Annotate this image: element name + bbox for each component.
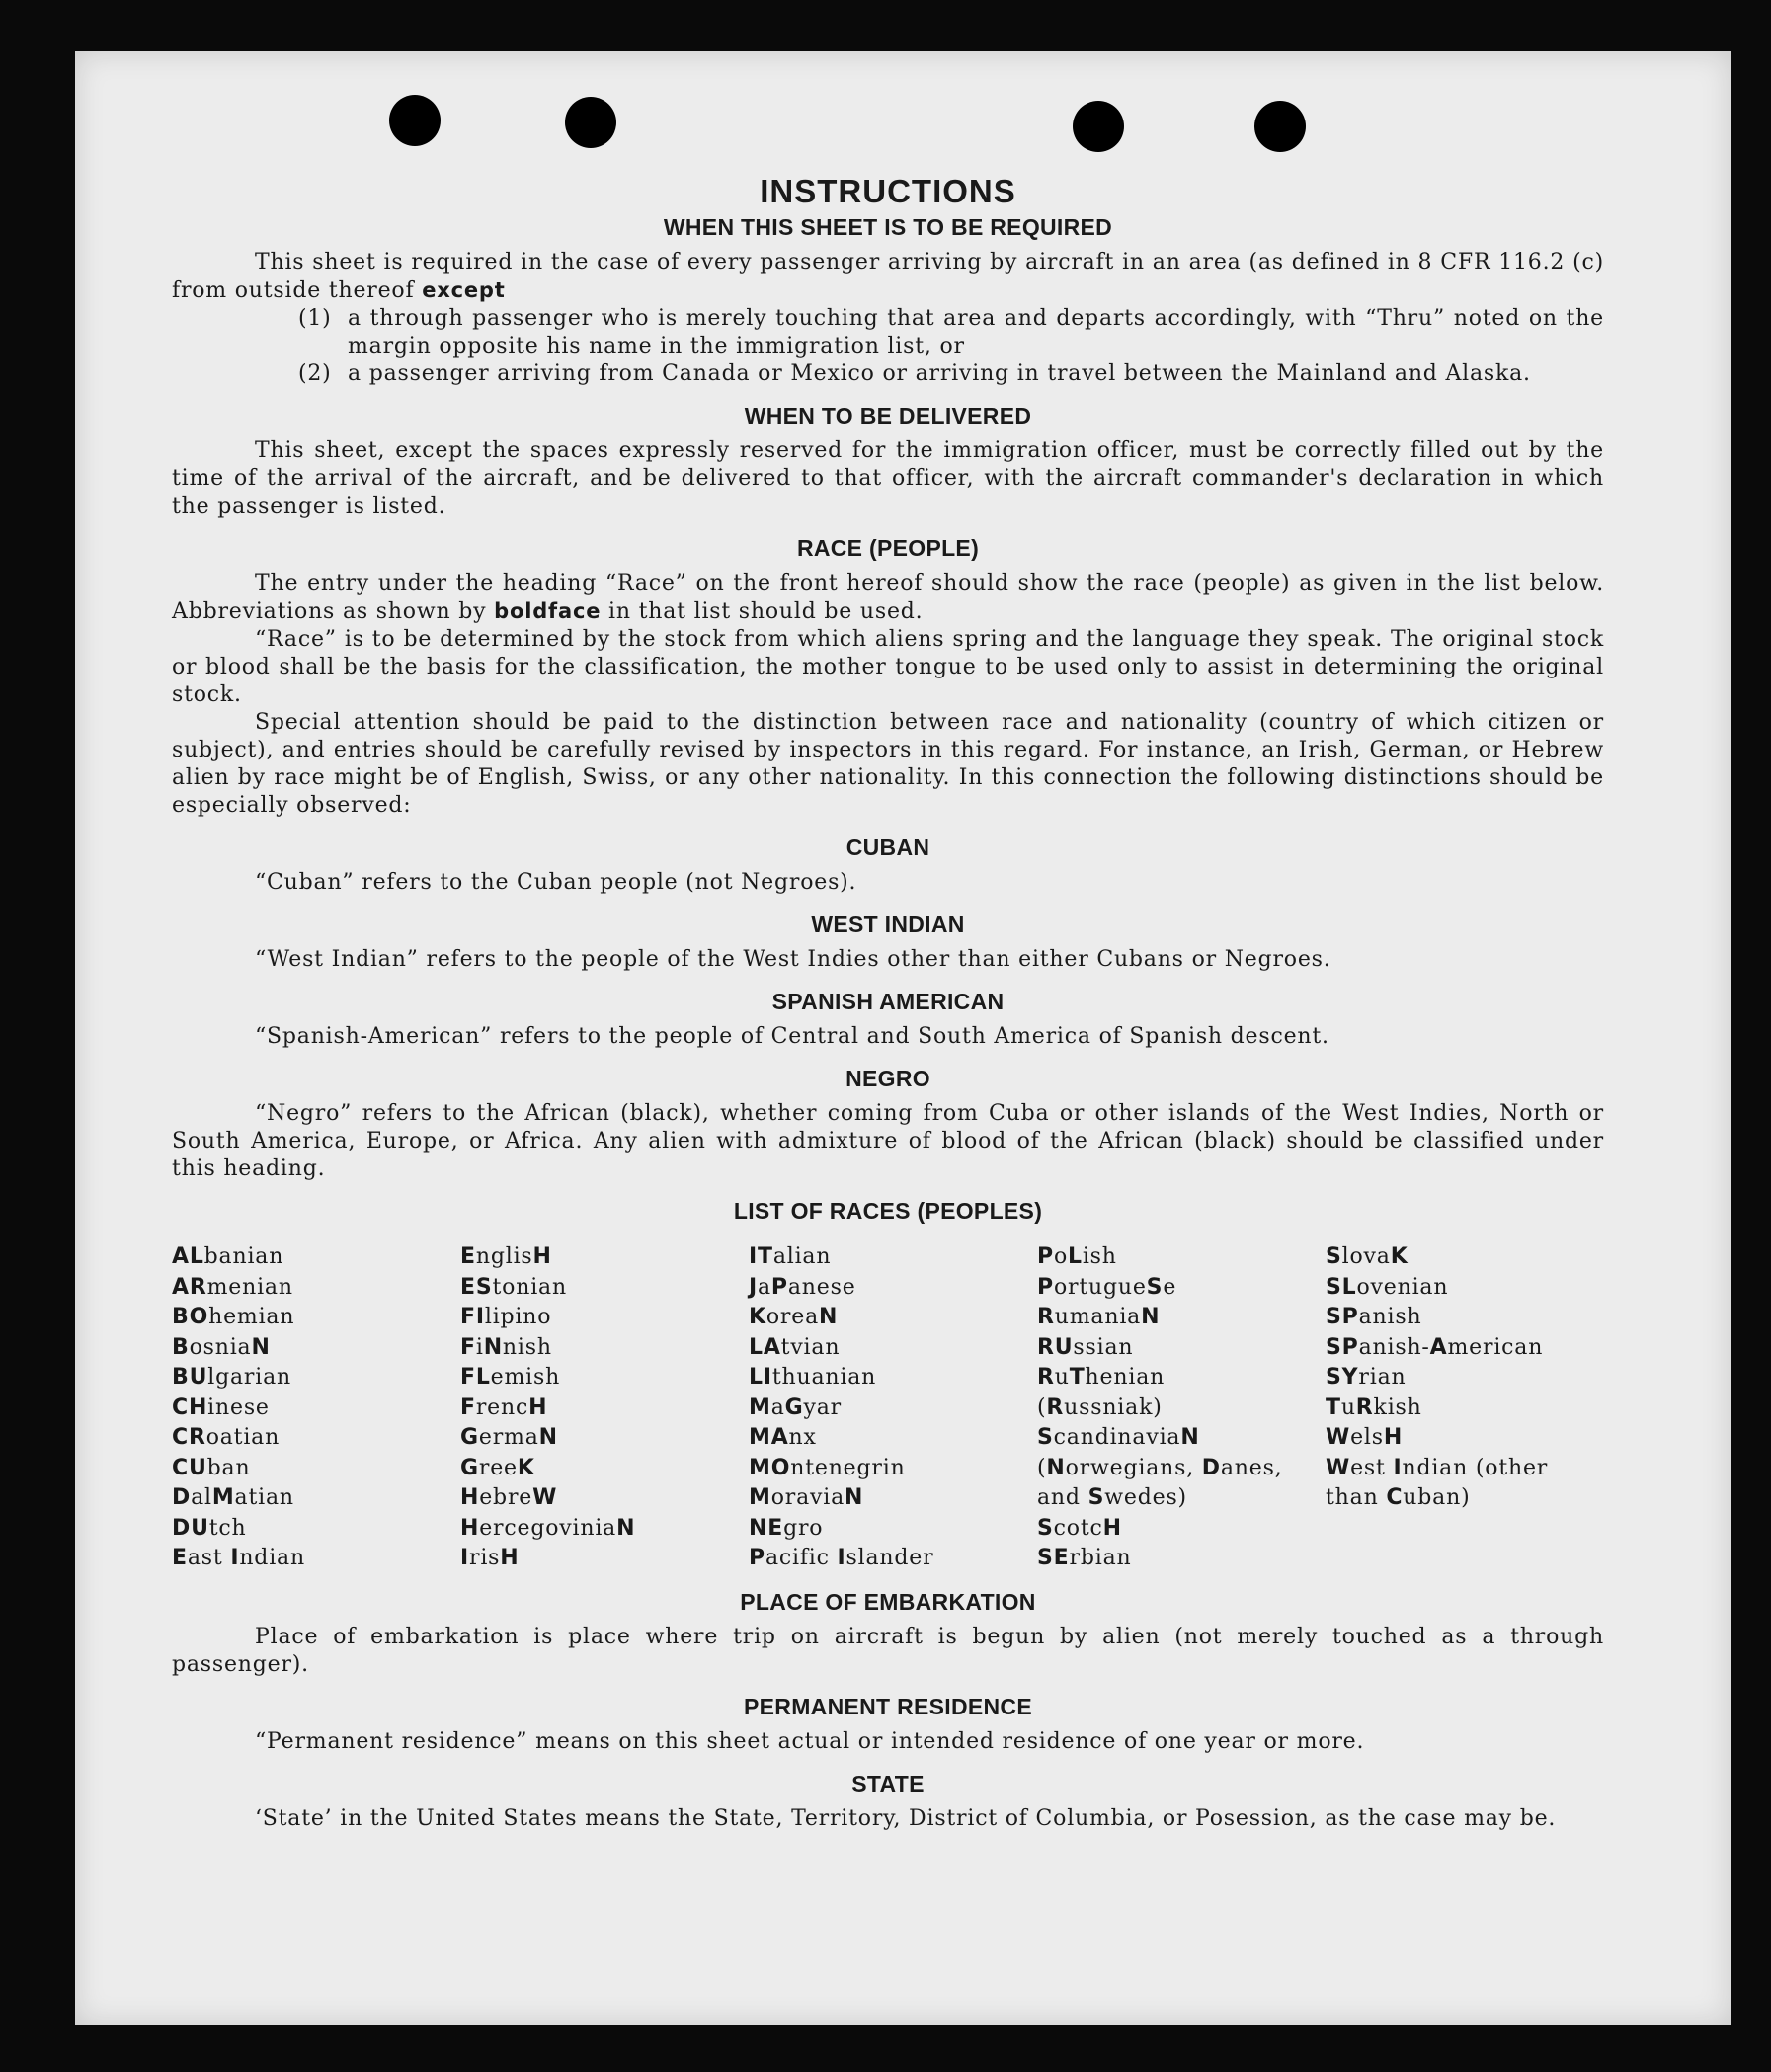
race-entry: PoLish — [1037, 1244, 1117, 1269]
race-entry: SLovenian — [1326, 1274, 1449, 1300]
race-entry: East Indian — [172, 1546, 305, 1570]
item-number: (2) — [298, 361, 332, 386]
punch-hole — [1254, 101, 1306, 152]
race-paragraph-1 — [172, 570, 1604, 626]
race-paragraph-2: “Race” is to be determined by the stock from which aliens spring and the language they speak. The original stock or blood shall be the basis for the classification, the mother tongue to be used only to assist in determining the original stock. — [172, 627, 1604, 707]
heading-spanish-american: SPANISH AMERICAN — [771, 989, 1005, 1014]
race-entry: ScandinaviaN (Norwegians, Danes, and Swedes) — [1037, 1425, 1283, 1510]
races-column — [1326, 1242, 1604, 1574]
race-entry: ITalian — [749, 1244, 832, 1269]
race-entry: HebreW — [460, 1485, 558, 1510]
race-p1-bold: boldface — [494, 599, 602, 623]
race-entry: BosniaN — [172, 1334, 271, 1360]
heading-permanent-residence: PERMANENT RESIDENCE — [744, 1693, 1032, 1719]
race-entry: ALbanian — [172, 1244, 284, 1269]
race-entry: SYrian — [1326, 1365, 1407, 1390]
race-entry: RuThenian (Russniak) — [1037, 1365, 1166, 1420]
race-entry: BUlgarian — [172, 1365, 291, 1390]
race-entry: KoreaN — [749, 1305, 839, 1329]
intro-text: This sheet is required in the case of every passenger arriving by aircraft in an area (as defined in 8 CFR 116.2 (c) from outside thereof — [172, 250, 1604, 303]
race-entry: SErbian — [1037, 1546, 1132, 1570]
race-entry: RUssian — [1037, 1334, 1134, 1360]
punch-hole — [565, 97, 616, 148]
race-paragraph-3: Special attention should be paid to the distinction between race and nationality (country of which citizen or subject), and entries should be carefully revised by inspectors in this regard. For instance, an Irish, German, or Hebrew alien by race might be of English, Swiss, or any other nationality. In this connection the following distinctions should be especially observed: — [172, 710, 1604, 818]
race-entry: ScotcH — [1037, 1515, 1122, 1541]
state-text: ‘State’ in the United States means the State, Territory, District of Columbia, or Posession, as the case may be. — [255, 1805, 1557, 1831]
race-entry: DUtch — [172, 1515, 247, 1541]
instructions-content — [172, 173, 1604, 1833]
heading-race: RACE (PEOPLE) — [796, 535, 980, 561]
race-entry: MoraviaN — [749, 1485, 864, 1510]
race-entry: EStonian — [460, 1274, 567, 1300]
punch-hole — [389, 95, 441, 146]
race-entry: LAtvian — [749, 1334, 841, 1360]
when-delivered-text: This sheet, except the spaces expressly reserved for the immigration officer, must be correctly filled out by the time of the arrival of the aircraft, and be delivered to that officer, with the aircraft commander's declaration in which the passenger is listed. — [172, 438, 1604, 518]
item-text: a passenger arriving from Canada or Mexico or arriving in travel between the Mainland and Alaska. — [348, 361, 1531, 386]
list-item — [298, 360, 1604, 388]
punch-hole — [1073, 101, 1124, 152]
page-title: INSTRUCTIONS — [760, 173, 1016, 209]
race-p1-text-end: in that list should be used. — [608, 599, 924, 624]
race-entry: MOntenegrin — [749, 1455, 906, 1480]
race-entry: Pacific Islander — [749, 1546, 934, 1570]
race-entry: SPanish-American — [1326, 1334, 1544, 1360]
races-list — [172, 1242, 1604, 1574]
heading-state: STATE — [851, 1770, 925, 1796]
race-entry: FrencH — [460, 1395, 548, 1420]
races-column — [749, 1242, 1037, 1574]
race-entry: HercegoviniaN — [460, 1515, 636, 1541]
race-entry: SlovaK — [1326, 1244, 1409, 1269]
heading-when-delivered: WHEN TO BE DELIVERED — [744, 403, 1032, 429]
heading-embarkation: PLACE OF EMBARKATION — [740, 1588, 1036, 1615]
race-entry: WelsH — [1326, 1425, 1404, 1450]
embarkation-text: Place of embarkation is place where trip on aircraft is begun by alien (not merely touched as a through passenger). — [172, 1624, 1604, 1677]
when-required-intro — [172, 249, 1604, 305]
races-column — [172, 1242, 460, 1574]
race-entry: FLemish — [460, 1365, 561, 1390]
race-entry: CRoatian — [172, 1425, 281, 1450]
race-entry: ARmenian — [172, 1274, 293, 1300]
race-entry: TuRkish — [1326, 1395, 1422, 1420]
item-number: (1) — [298, 306, 332, 331]
heading-cuban: CUBAN — [845, 835, 930, 860]
race-entry: SPanish — [1326, 1305, 1422, 1329]
intro-bold: except — [422, 279, 506, 302]
document-page — [75, 51, 1731, 2025]
heading-negro: NEGRO — [845, 1066, 930, 1091]
race-entry: EnglisH — [460, 1244, 552, 1269]
race-entry: GermaN — [460, 1425, 558, 1450]
race-entry: JaPanese — [749, 1274, 856, 1300]
west-indian-text: “West Indian” refers to the people of the West Indies other than either Cubans or Negroes. — [255, 947, 1331, 972]
race-entry: West Indian (other than Cuban) — [1326, 1455, 1549, 1510]
race-entry: DalMatian — [172, 1485, 294, 1510]
cuban-text: “Cuban” refers to the Cuban people (not Negroes). — [255, 870, 857, 895]
race-entry: MaGyar — [749, 1395, 842, 1420]
list-item — [298, 305, 1604, 360]
race-entry: NEgro — [749, 1515, 824, 1541]
race-entry: PortugueSe — [1037, 1274, 1177, 1300]
race-entry: CHinese — [172, 1395, 270, 1420]
races-column — [1037, 1242, 1326, 1574]
residence-text: “Permanent residence” means on this sheet actual or intended residence of one year or more. — [255, 1728, 1365, 1754]
race-entry: FiNnish — [460, 1334, 552, 1360]
race-entry: RumaniaN — [1037, 1305, 1161, 1329]
race-entry: MAnx — [749, 1425, 817, 1450]
race-entry: LIthuanian — [749, 1365, 877, 1390]
item-text: a through passenger who is merely touching that area and departs accordingly, with “Thru” noted on the margin opposite his name in the immigration list, or — [348, 306, 1604, 359]
races-column — [460, 1242, 749, 1574]
heading-west-indian: WEST INDIAN — [811, 912, 965, 937]
race-entry: GreeK — [460, 1455, 535, 1480]
heading-when-required: WHEN THIS SHEET IS TO BE REQUIRED — [663, 214, 1113, 240]
heading-list-of-races: LIST OF RACES (PEOPLES) — [733, 1198, 1043, 1224]
spanish-american-text: “Spanish-American” refers to the people of Central and South America of Spanish descent. — [255, 1024, 1329, 1049]
negro-text: “Negro” refers to the African (black), whether coming from Cuba or other islands of the West Indies, North or South America, Europe, or Africa. Any alien with admixture of blood of the African (black) should be classified under this heading. — [172, 1101, 1604, 1181]
race-entry: CUban — [172, 1455, 251, 1480]
race-entry: FIlipino — [460, 1305, 552, 1329]
race-p1-text: The entry under the heading “Race” on the front hereof should show the race (people) as given in the list below. Abbreviations as shown by — [172, 571, 1604, 624]
race-entry: IrisH — [460, 1546, 520, 1570]
race-entry: BOhemian — [172, 1305, 295, 1329]
